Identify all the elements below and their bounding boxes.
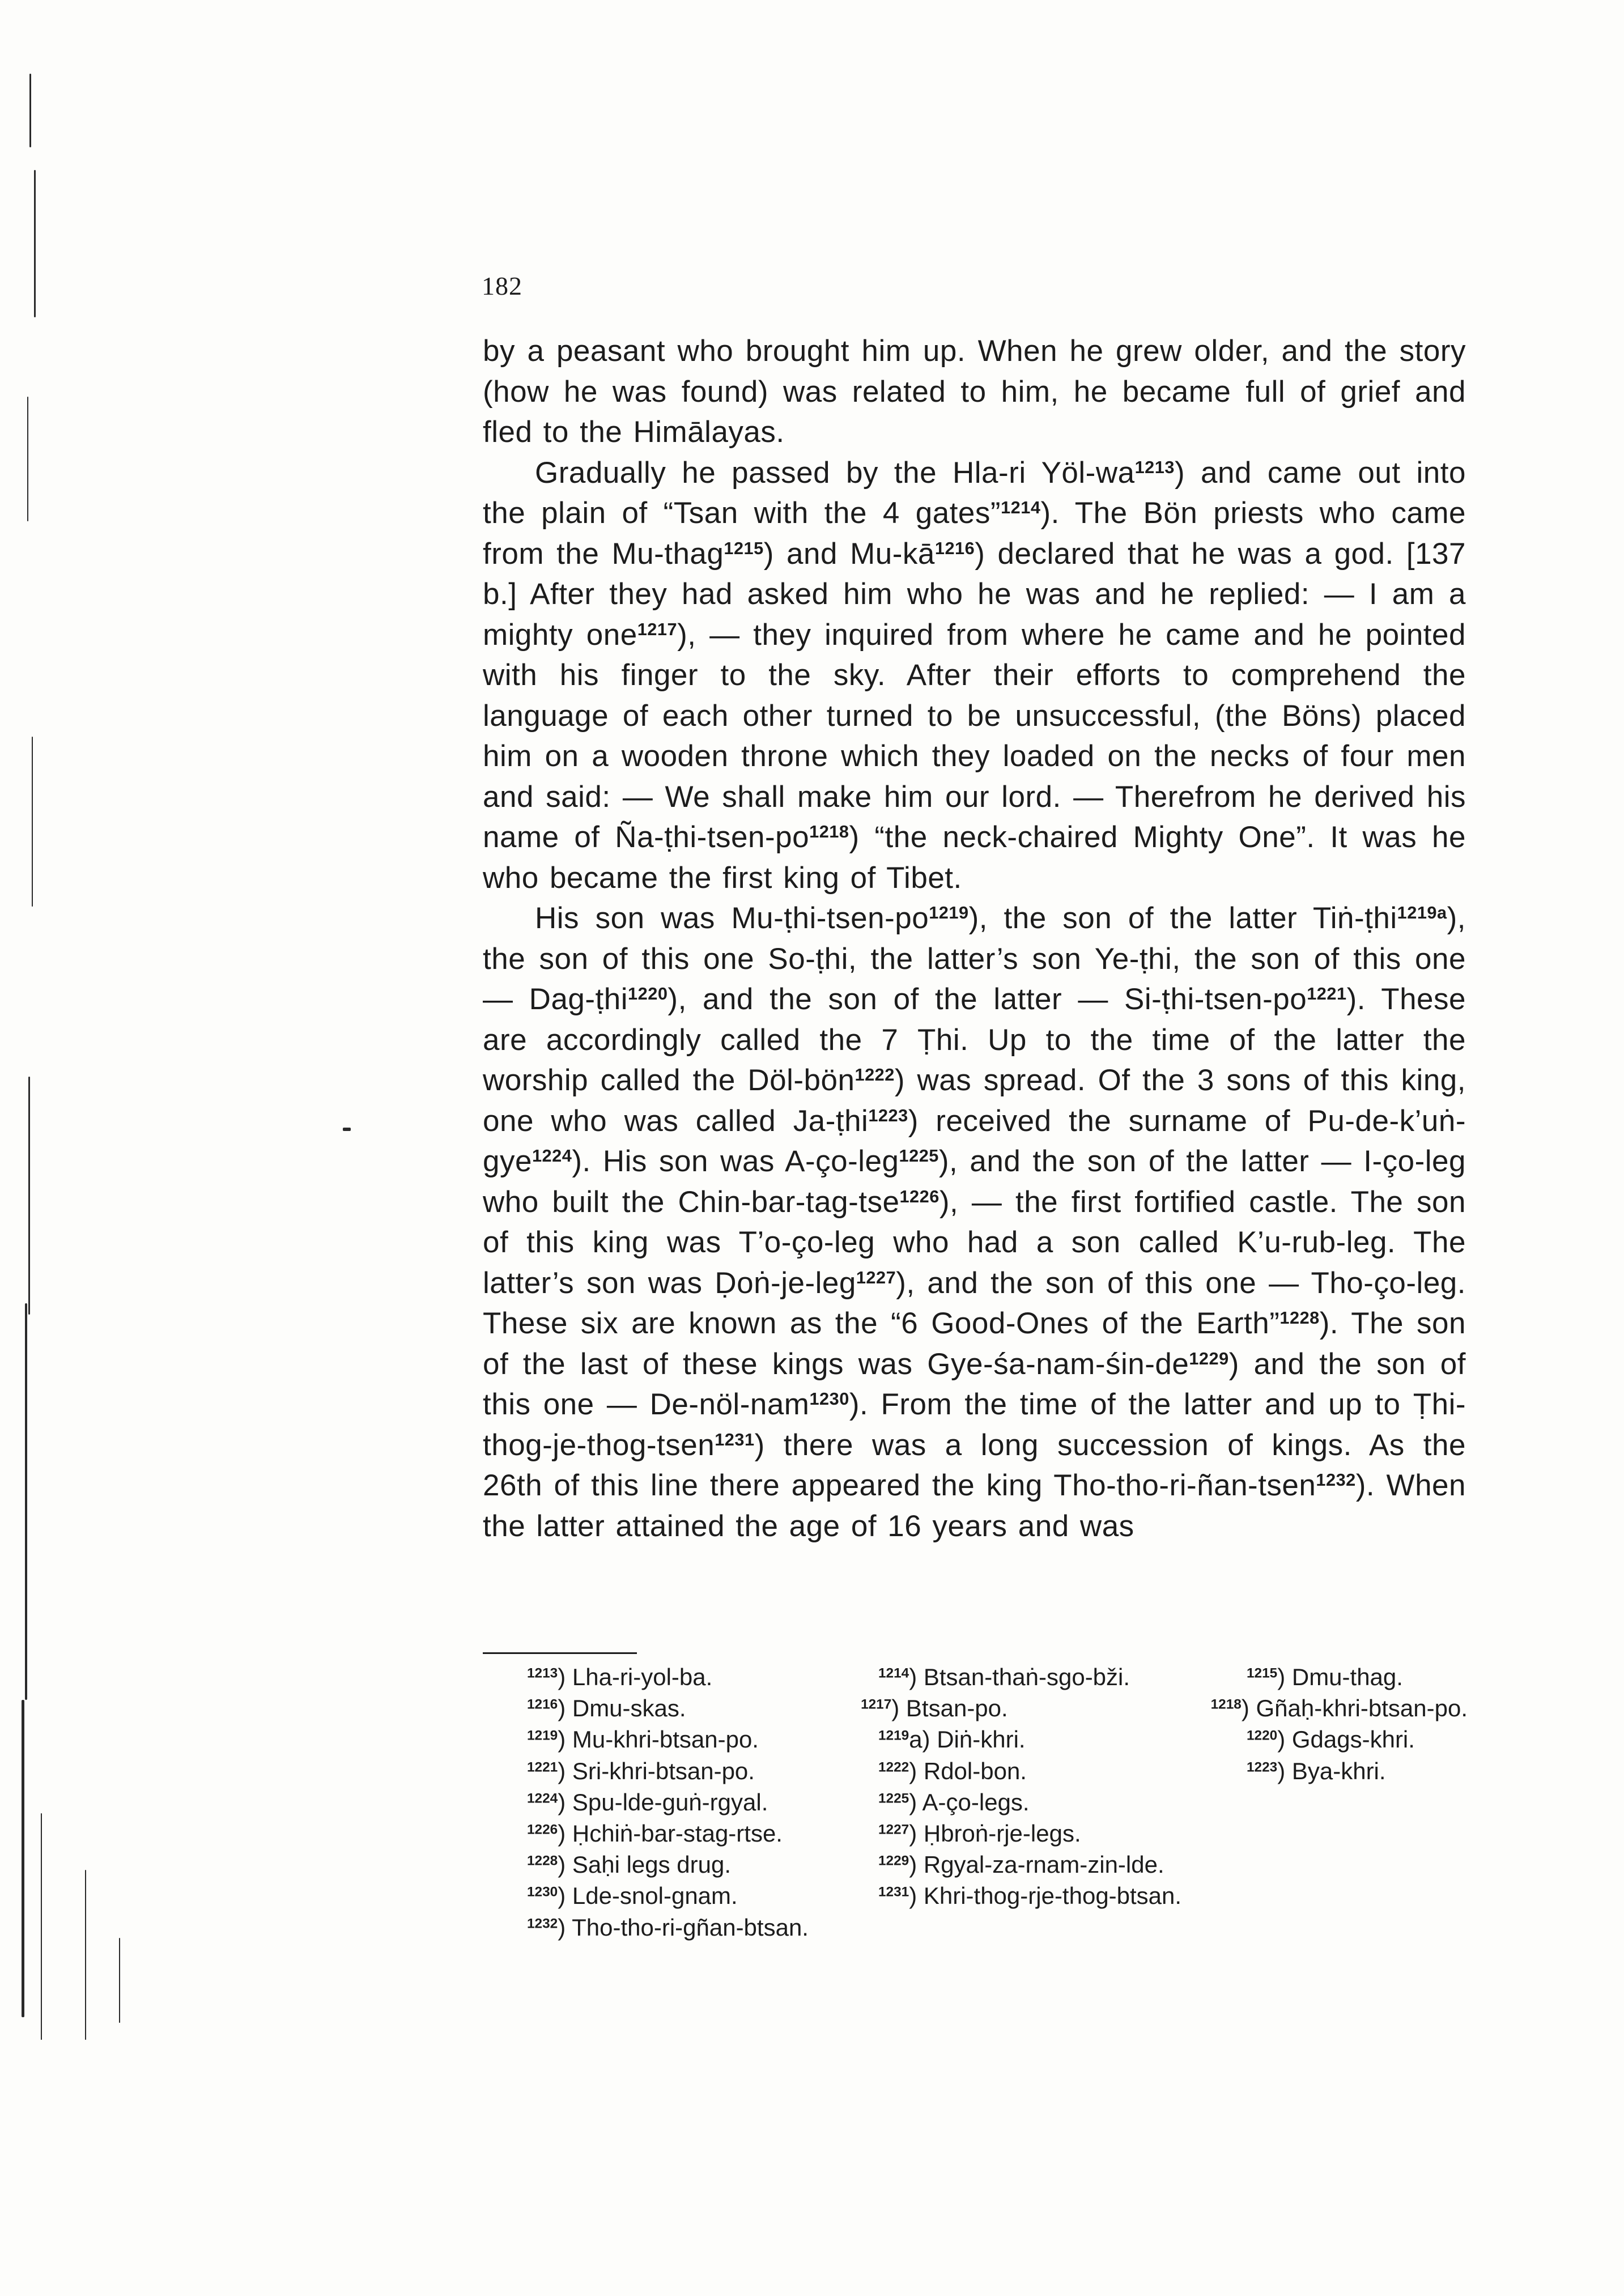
footnote-number: 1216	[527, 1697, 558, 1712]
footnote-ref: 1228	[1279, 1308, 1320, 1328]
text-run: ), and the son of the latter — I-ço-leg who built the Chin-bar-tag-tse	[483, 1145, 1466, 1219]
footnote-ref: 1221	[1307, 984, 1347, 1004]
footnote-text: ) Lha-ri-yol-ba.	[558, 1664, 713, 1690]
footnote-ref: 1224	[532, 1146, 572, 1166]
footnote	[878, 1787, 1247, 1818]
footnote-text: ) Lde-snol-gnam.	[558, 1882, 738, 1910]
text-run: His son was Mu-ṭhi-tsen-po	[535, 902, 929, 935]
footnote	[527, 1912, 878, 1943]
footnote-ref: 1226	[899, 1186, 939, 1206]
footnote-ref: 1230	[809, 1389, 849, 1409]
footnote-ref: 1232	[1316, 1470, 1356, 1490]
text-run: ) and Mu-kā	[763, 537, 935, 571]
footnote-number: 1218	[1210, 1697, 1242, 1712]
footnote-ref: 1229	[1189, 1348, 1229, 1368]
footnote-ref: 1214	[1001, 498, 1041, 518]
footnote	[527, 1724, 878, 1755]
footnote-row	[527, 1755, 1468, 1787]
footnote	[527, 1849, 878, 1880]
footnote	[1247, 1755, 1386, 1787]
footnotes	[527, 1661, 1468, 1943]
footnote-text: ) Gñaḥ-khri-btsan-po.	[1241, 1695, 1468, 1722]
text-run: ). From the time of the latter and up to Ṭhi-thog-je-thog-tsen	[483, 1388, 1466, 1462]
footnote	[878, 1724, 1247, 1755]
text-run: ). When the latter attained the age of 16 years and was	[483, 1469, 1466, 1543]
text-run: ), the son of this one So-ṭhi, the latter’s son Ye-ṭhi, the son of this one — Dag-ṭhi	[483, 902, 1466, 1016]
text-run: ). The Bön priests who came from the Mu-thag	[483, 496, 1466, 571]
footnote-ref: 1220	[628, 984, 668, 1004]
footnote-number: 1219	[878, 1728, 909, 1744]
footnote-text: ) Gdags-khri.	[1277, 1726, 1415, 1753]
footnote	[861, 1693, 1211, 1724]
body-text	[483, 331, 1466, 1546]
footnote-text: ) Spu-lde-guṅ-rgyal.	[558, 1788, 768, 1815]
footnote	[527, 1693, 861, 1724]
footnote	[878, 1880, 1247, 1911]
footnote-text: ) Ḥchiṅ-bar-stag-rtse.	[558, 1820, 783, 1847]
footnote-number: 1227	[878, 1822, 909, 1838]
footnote-text: ) Sri-khri-btsan-po.	[558, 1757, 755, 1784]
footnote-number: 1225	[878, 1791, 909, 1806]
footnote	[527, 1880, 878, 1911]
footnote-row	[527, 1880, 1468, 1911]
footnote-text: ) Dmu-skas.	[558, 1695, 686, 1722]
text-run: Gradually he passed by the Hla-ri Yöl-wa	[535, 456, 1135, 490]
footnote-text: a) Diṅ-khri.	[909, 1726, 1026, 1753]
footnote	[878, 1818, 1247, 1849]
footnote-ref: 1218	[809, 822, 849, 842]
footnote-text: ) Btsan-thaṅ-sgo-bži.	[909, 1664, 1130, 1690]
footnote-ref: 1227	[856, 1267, 896, 1287]
footnote-row	[527, 1787, 1468, 1818]
footnote-number: 1217	[861, 1697, 892, 1712]
footnote	[878, 1661, 1247, 1693]
text-run: ) received the surname of Pu-de-k’uṅ-gye	[483, 1104, 1466, 1178]
footnote	[527, 1755, 878, 1787]
footnote-number: 1231	[878, 1885, 909, 1900]
footnote-ref: 1217	[637, 619, 678, 639]
text-run: ) was spread. Of the 3 sons of this king, one who was called Ja-ṭhi	[483, 1064, 1466, 1138]
footnote-ref: 1223	[868, 1105, 908, 1125]
footnote-ref: 1215	[724, 538, 764, 558]
text-run: by a peasant who brought him up. When he grew older, and the story (how he was found) was related to him, he became full of grief and fled to the Himālayas.	[483, 334, 1466, 449]
footnote-ref: 1219	[929, 903, 969, 923]
footnote-text: ) Khri-thog-rje-thog-btsan.	[909, 1882, 1182, 1910]
footnote-text: ) Btsan-po.	[891, 1695, 1008, 1722]
footnote	[878, 1849, 1247, 1880]
text-run: ). These are accordingly called the 7 Ṭhi. Up to the time of the latter the worship called the Döl-bön	[483, 983, 1466, 1097]
footnote-text: ) Saḥi legs drug.	[558, 1851, 732, 1878]
footnote-text: ) A-ço-legs.	[909, 1788, 1030, 1815]
footnote-text: ) Bya-khri.	[1277, 1757, 1386, 1784]
text-run: ), and the son of the latter — Si-ṭhi-tsen-po	[668, 983, 1307, 1016]
footnote-row	[527, 1818, 1468, 1849]
paragraph	[483, 331, 1466, 453]
footnote-text: ) Tho-tho-ri-gñan-btsan.	[558, 1914, 809, 1941]
text-run: ) “the neck-chaired Mighty One”. It was he who became the first king of Tibet.	[483, 820, 1466, 895]
footnote-number: 1228	[527, 1853, 558, 1869]
footnote-number: 1220	[1247, 1728, 1278, 1744]
footnote-ref: 1216	[934, 538, 975, 558]
page-number: 182	[482, 271, 522, 300]
text-run: ), — the first fortified castle. The son of this king was T’o-ço-leg who had a son called K’u-rub-leg. The latter’s son was Ḍoṅ-je-leg	[483, 1185, 1466, 1300]
footnote	[527, 1787, 878, 1818]
text-run: ), the son of the latter Tiṅ-ṭhi	[968, 902, 1397, 935]
footnote-row	[527, 1693, 1468, 1724]
footnote-number: 1223	[1247, 1759, 1278, 1775]
footnote	[527, 1661, 878, 1693]
text-run: ). His son was A-ço-leg	[572, 1145, 899, 1178]
footnote-ref: 1213	[1134, 457, 1175, 477]
footnote	[1247, 1661, 1403, 1693]
text-run: ) and the son of this one — De-nöl-nam	[483, 1347, 1466, 1421]
footnote	[878, 1755, 1247, 1787]
footnote-number: 1214	[878, 1665, 909, 1681]
text-run: ), and the son of this one — Tho-ço-leg. These six are known as the “6 Good-Ones of the Earth”	[483, 1266, 1466, 1340]
footnote-number: 1229	[878, 1853, 909, 1869]
text-run: ). The son of the last of these kings was Gye-śa-nam-śin-de	[483, 1307, 1466, 1381]
footnote-row	[527, 1724, 1468, 1755]
text-run: ) there was a long succession of kings. As the 26th of this line there appeared the king Tho-tho-ri-ñan-tsen	[483, 1428, 1466, 1502]
footnote-ref: 1231	[715, 1429, 755, 1449]
text-run: ) declared that he was a god. [137 b.] After they had asked him who he was and he replied: — I am a mighty one	[483, 537, 1466, 652]
paragraph	[483, 898, 1466, 1546]
footnote	[1247, 1724, 1415, 1755]
footnote-number: 1213	[527, 1665, 558, 1681]
footnote-number: 1226	[527, 1822, 558, 1838]
footnote-text: ) Mu-khri-btsan-po.	[558, 1726, 759, 1753]
text-run: ), — they inquired from where he came and he pointed with his finger to the sky. After their efforts to comprehend the language of each other turned to be unsuccessful, (the Böns) placed him on a wooden throne which they loaded on the necks of four men and said: — We shall make him our lord. — Therefrom he derived his name of Ña-ṭhi-tsen-po	[483, 618, 1466, 854]
footnote-text: ) Rgyal-za-rnam-zin-lde.	[909, 1851, 1164, 1878]
footnote-ref: 1222	[854, 1065, 895, 1085]
footnote-number: 1222	[878, 1759, 909, 1775]
footnote-number: 1230	[527, 1885, 558, 1900]
footnote-number: 1232	[527, 1916, 558, 1932]
footnote-text: ) Ḥbroṅ-rje-legs.	[909, 1820, 1081, 1847]
footnote	[1211, 1693, 1468, 1724]
footnote-row	[527, 1912, 1468, 1943]
footnote-divider	[483, 1652, 637, 1654]
paragraph	[483, 453, 1466, 899]
footnote-text: ) Rdol-bon.	[909, 1757, 1027, 1784]
footnote-number: 1224	[527, 1791, 558, 1806]
footnote	[527, 1818, 878, 1849]
footnote-text: ) Dmu-thag.	[1277, 1664, 1403, 1690]
footnote-number: 1221	[527, 1759, 558, 1775]
footnote-row	[527, 1849, 1468, 1880]
footnote-row	[527, 1661, 1468, 1693]
footnote-number: 1215	[1247, 1665, 1278, 1681]
footnote-ref: 1225	[899, 1146, 939, 1166]
footnote-ref: 1219a	[1397, 903, 1447, 923]
footnote-number: 1219	[527, 1728, 558, 1744]
text-run: ) and came out into the plain of “Tsan with the 4 gates”	[483, 456, 1466, 530]
